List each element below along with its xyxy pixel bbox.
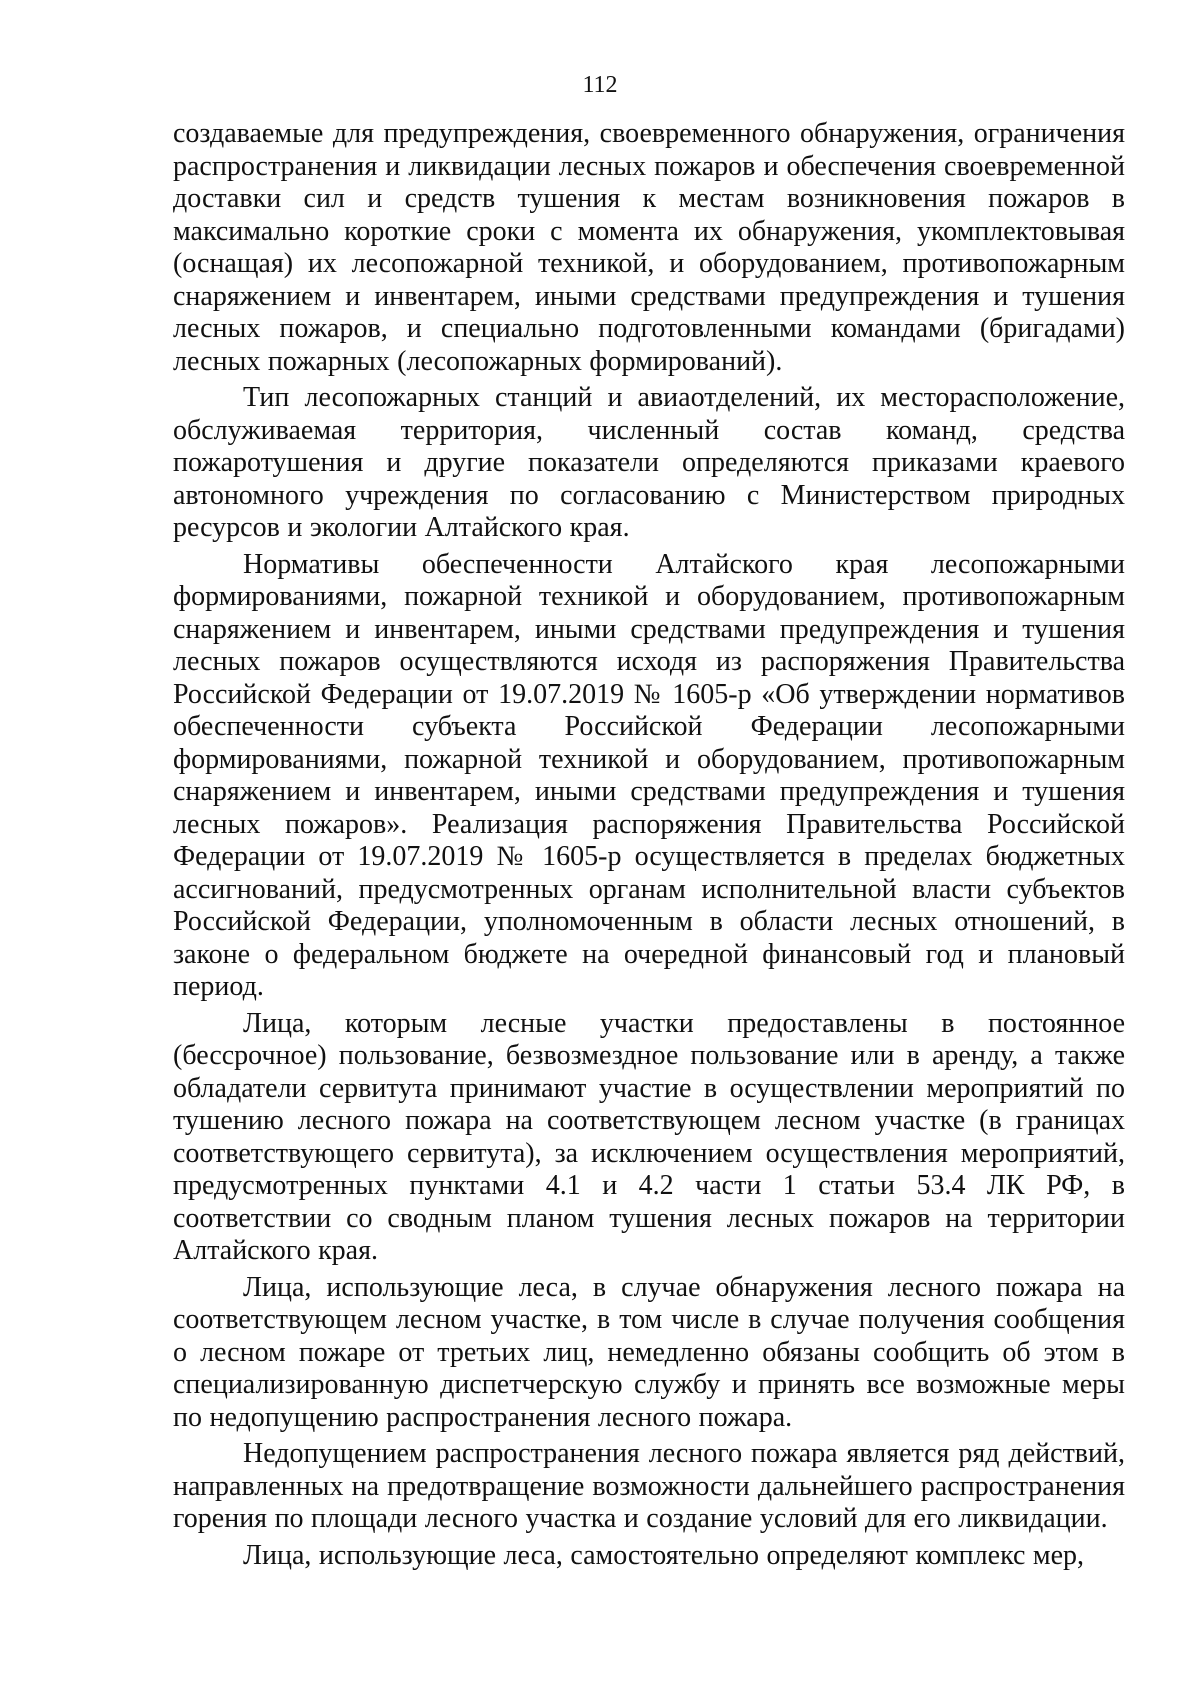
paragraph-measures: Лица, использующие леса, самостоятельно определяют комплекс мер, (243, 1539, 1085, 1571)
paragraph-continuation: создаваемые для предупреждения, своевременного обнаружения, ограничения распространения и ликвидации лесных пожаров и обеспечения своевременной доставки сил и средств тушения к местам возникновения пожаров в максимально короткие сроки с момента их обнаружения, укомплектовывая (оснащая) их лесопожарной техникой, и оборудованием, противопожарным снаряжением и инвентарем, иными средствами предупреждения и тушения лесных пожаров, и специально подготовленными командами (бригадами) лесных пожарных (лесопожарных формирований). (173, 118, 1125, 377)
paragraph-station-types: Тип лесопожарных станций и авиаотделений, их месторасположение, обслуживаемая территория, численный состав команд, средства пожаротушения и другие показатели определяются приказами краевого автономного учреждения по согласованию с Министерством природных ресурсов и экологии Алтайского края. (173, 382, 1125, 543)
document-body (173, 118, 1125, 1572)
paragraph-lessees: Лица, которым лесные участки предоставлены в постоянное (бессрочное) пользование, безвозмездное пользование или в аренду, а также обладатели сервитута принимают участие в осуществлении мероприятий по тушению лесного пожара на соответствующем лесном участке (в границах соответствующего сервитута), за исключением осуществления мероприятий, предусмотренных пунктами 4.1 и 4.2 части 1 статьи 53.4 ЛК РФ, в соответствии со сводным планом тушения лесных пожаров на территории Алтайского края. (173, 1007, 1125, 1266)
paragraph-norms: Нормативы обеспеченности Алтайского края лесопожарными формированиями, пожарной техникой и оборудованием, противопожарным снаряжением и инвентарем, иными средствами предупреждения и тушения лесных пожаров осуществляются исходя из распоряжения Правительства Российской Федерации от 19.07.2019 № 1605-р «Об утверждении нормативов обеспеченности субъекта Российской Федерации лесопожарными формированиями, пожарной техникой и оборудованием, противопожарным снаряжением и инвентарем, иными средствами предупреждения и тушения лесных пожаров». Реализация распоряжения Правительства Российской Федерации от 19.07.2019 № 1605-р осуществляется в пределах бюджетных ассигнований, предусмотренных органам исполнительной власти субъектов Российской Федерации, уполномоченным в области лесных отношений, в законе о федеральном бюджете на очередной финансовый год и плановый период. (173, 548, 1125, 1002)
page-number: 112 (582, 72, 618, 98)
paragraph-prevention: Недопущением распространения лесного пожара является ряд действий, направленных на предотвращение возможности дальнейшего распространения горения по площади лесного участка и создание условий для его ликвидации. (173, 1438, 1125, 1534)
paragraph-forest-users: Лица, использующие леса, в случае обнаружения лесного пожара на соответствующем лесном участке, в том числе в случае получения сообщения о лесном пожаре от третьих лиц, немедленно обязаны сообщить об этом в специализированную диспетчерскую службу и принять все возможные меры по недопущению распространения лесного пожара. (173, 1271, 1125, 1433)
